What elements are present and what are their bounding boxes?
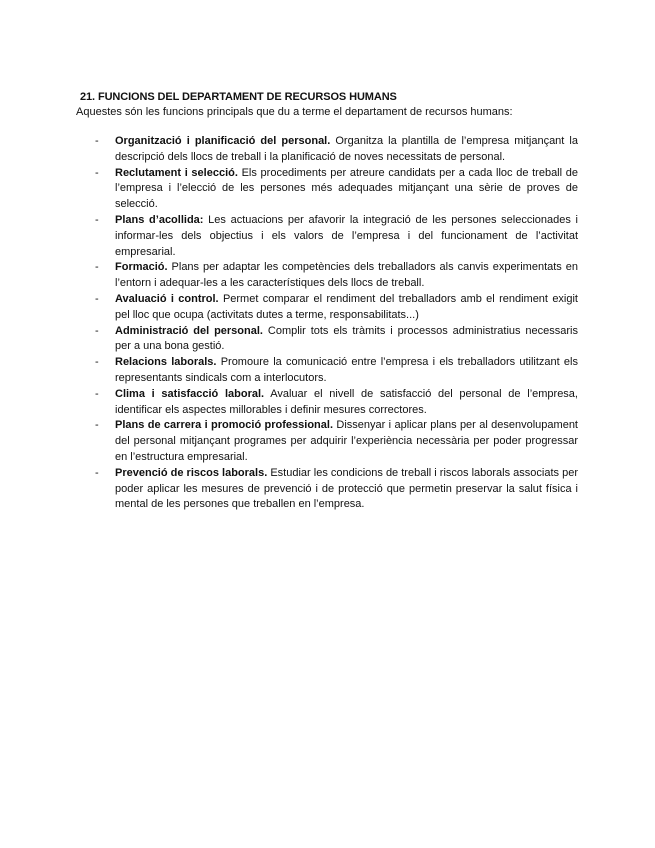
- list-item: [95, 418, 578, 465]
- section-intro: Aquestes són les funcions principals que du a terme el departament de recursos humans:: [76, 106, 513, 118]
- bullet-dash: -: [95, 261, 99, 274]
- function-description: Dissenyar i aplicar plans per al desenvolupament del personal mitjançant programes per adquirir l’experiència necessària per poder progressar en l’estructura empresarial.: [115, 419, 578, 463]
- function-term: Plans d’acollida:: [115, 213, 204, 226]
- list-item: [95, 292, 578, 324]
- function-term: Reclutament i selecció.: [115, 166, 238, 179]
- function-description: Organitza la plantilla de l’empresa mitjançant la descripció dels llocs de treball i la planificació de noves necessitats de personal.: [115, 135, 578, 163]
- function-term: Plans de carrera i promoció professional.: [115, 419, 334, 432]
- bullet-dash: -: [95, 292, 99, 305]
- function-term: Relacions laborals.: [115, 356, 217, 369]
- list-item: [95, 387, 578, 419]
- bullet-dash: -: [95, 135, 99, 147]
- function-description: Avaluar el nivell de satisfacció del personal de l’empresa, identificar els aspectes millorables i definir mesures correctores.: [115, 387, 578, 416]
- bullet-dash: -: [95, 213, 99, 226]
- function-description: Les actuacions per afavorir la integració de les persones seleccionades i informar-les dels objectius i els valors de l’empresa i del funcionament de l’activitat empresarial.: [115, 213, 578, 258]
- list-item: [95, 260, 578, 292]
- function-term: Organització i planificació del personal.: [115, 135, 331, 147]
- function-term: Prevenció de riscos laborals.: [115, 466, 268, 479]
- list-item: [95, 466, 578, 513]
- function-description: Els procediments per atreure candidats per a cada lloc de treball de l’empresa i l’elecció de les persones més adequades mitjançant una sèrie de proves de selecció.: [115, 166, 578, 211]
- bullet-dash: -: [95, 387, 99, 400]
- function-term: Clima i satisfacció laboral.: [115, 387, 265, 400]
- list-item: [95, 134, 578, 166]
- function-description: Plans per adaptar les competències dels treballadors als canvis experimentats en l’entorn i adequar-les a les característiques dels llocs de treball.: [115, 261, 578, 290]
- function-term: Administració del personal.: [115, 324, 263, 337]
- bullet-dash: -: [95, 324, 99, 337]
- function-description: Estudiar les condicions de treball i riscos laborals associats per poder aplicar les mesures de prevenció i de protecció que permetin preservar la salut física i mental de les persones que treballen en l’empresa.: [115, 466, 578, 511]
- bullet-dash: -: [95, 466, 99, 479]
- list-item: [95, 166, 578, 213]
- function-description: Complir tots els tràmits i processos administratius necessaris per a una bona gestió.: [115, 324, 578, 353]
- function-description: Promoure la comunicació entre l’empresa i els treballadors utilitzant els representants sindicals com a interlocutors.: [115, 356, 578, 384]
- functions-list: [95, 134, 578, 513]
- function-description: Permet comparar el rendiment del treballadors amb el rendiment exigit pel lloc que ocupa (activitats dutes a terme, responsabilitats...): [115, 292, 578, 321]
- bullet-dash: -: [95, 166, 99, 179]
- section-heading: 21. FUNCIONS DEL DEPARTAMENT DE RECURSOS HUMANS: [80, 91, 397, 103]
- bullet-dash: -: [95, 356, 99, 369]
- function-term: Avaluació i control.: [115, 292, 219, 305]
- list-item: [95, 355, 578, 387]
- list-item: [95, 324, 578, 356]
- bullet-dash: -: [95, 419, 99, 432]
- function-term: Formació.: [115, 261, 168, 274]
- list-item: [95, 213, 578, 260]
